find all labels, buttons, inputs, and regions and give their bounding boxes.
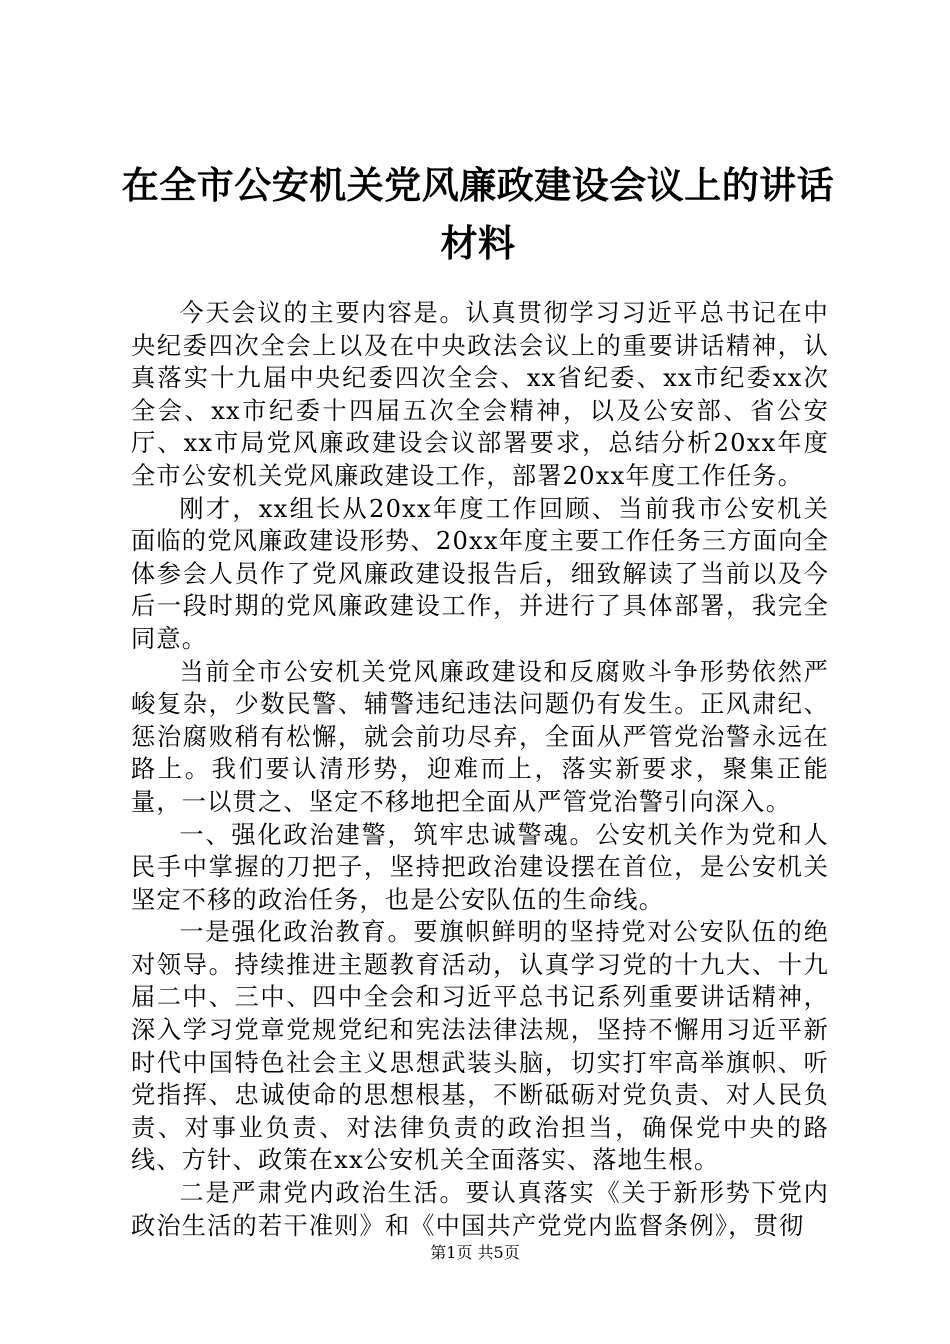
document-title: 在全市公安机关党风廉政建设会议上的讲话材料 <box>121 163 835 265</box>
paragraph-situation: 当前全市公安机关党风廉政建设和反腐败斗争形势依然严峻复杂，少数民警、辅警违纪违法问题仍有发生。正风肃纪、惩治腐败稍有松懈，就会前功尽弃，全面从严管党治警永远在路上。我们要认清形势，迎难而上，落实新要求，聚集正能量，一以贯之、坚定不移地把全面从严管党治警引向深入。 <box>131 657 829 816</box>
paragraph-party-life: 二是严肃党内政治生活。要认真落实《关于新形势下党内政治生活的若干准则》和《中国共产党党内监督条例》，贯彻 <box>131 1179 829 1240</box>
document-body <box>131 297 829 1242</box>
paragraph-political-education: 一是强化政治教育。要旗帜鲜明的坚持党对公安队伍的绝对领导。持续推进主题教育活动，认真学习党的十九大、十九届二中、三中、四中全会和习近平总书记系列重要讲话精神，深入学习党章党规党纪和宪法法律法规，坚持不懈用习近平新时代中国特色社会主义思想武装头脑，切实打牢高举旗帜、听党指挥、忠诚使命的思想根基，不断砥砺对党负责、对人民负责、对事业负责、对法律负责的政治担当，确保党中央的路线、方针、政策在xx公安机关全面落实、落地生根。 <box>131 918 829 1175</box>
paragraph-section-one-heading: 一、强化政治建警，筑牢忠诚警魂。公安机关作为党和人民手中掌握的刀把子，坚持把政治建设摆在首位，是公安机关坚定不移的政治任务，也是公安队伍的生命线。 <box>131 820 829 914</box>
paragraph-report-review: 刚才，xx组长从20xx年度工作回顾、当前我市公安机关面临的党风廉政建设形势、20xx年度主要工作任务三方面向全体参会人员作了党风廉政建设报告后，细致解读了当前以及今后一段时期的党风廉政建设工作，并进行了具体部署，我完全同意。 <box>131 494 829 653</box>
page-number-footer: 第1页 共5页 <box>430 1243 520 1262</box>
paragraph-intro: 今天会议的主要内容是。认真贯彻学习习近平总书记在中央纪委四次全会上以及在中央政法会议上的重要讲话精神，认真落实十九届中央纪委四次全会、xx省纪委、xx市纪委xx次全会、xx市纪委十四届五次全会精神，以及公安部、省公安厅、xx市局党风廉政建设会议部署要求，总结分析20xx年度全市公安机关党风廉政建设工作，部署20xx年度工作任务。 <box>131 299 829 490</box>
